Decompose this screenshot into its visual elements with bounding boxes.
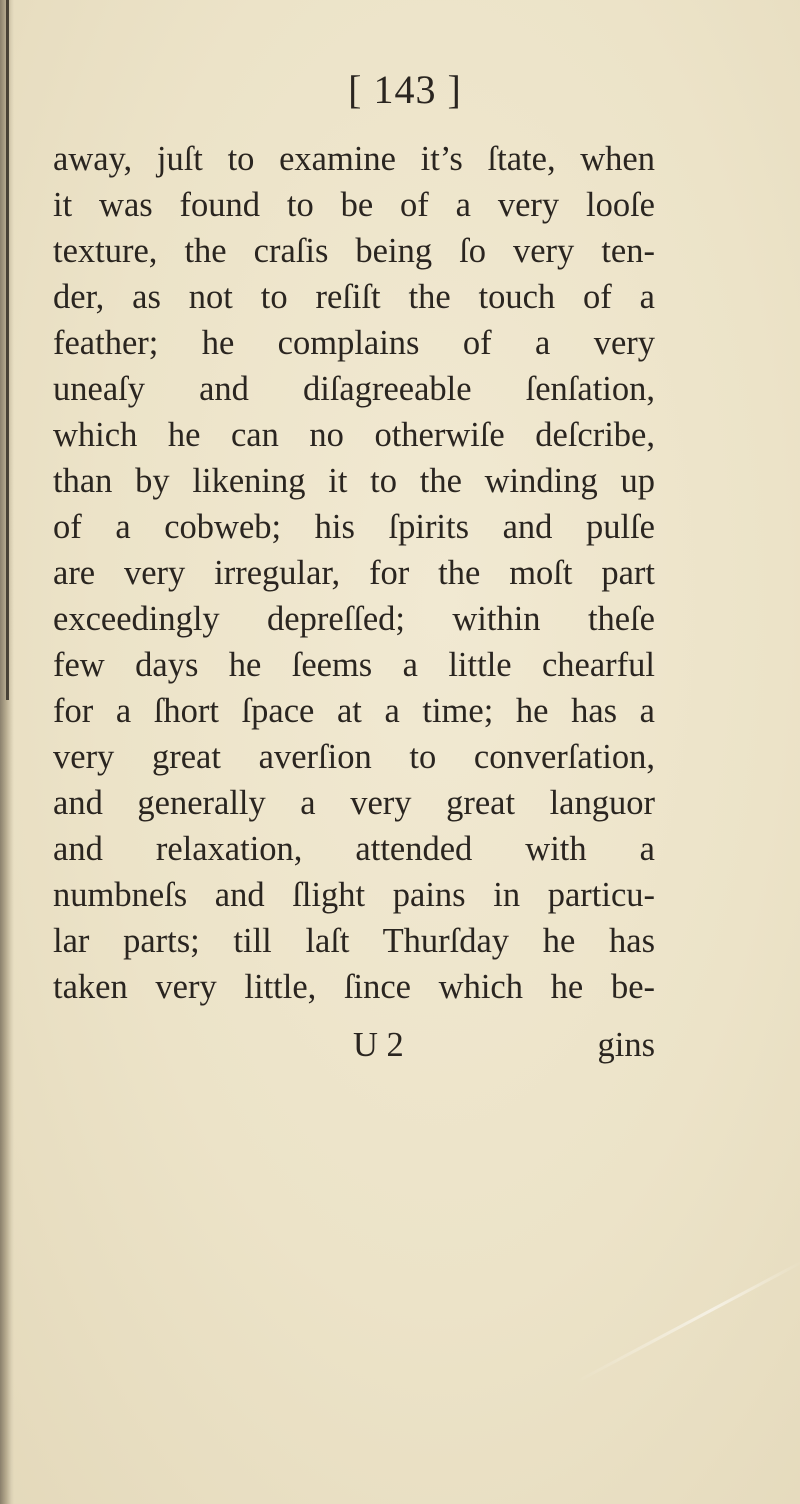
text-line: feather; he complains of a very [53, 324, 655, 362]
text-line: texture, the craſis being ſo very ten- [53, 232, 655, 270]
text-line: which he can no otherwiſe deſcribe, [53, 416, 655, 454]
text-line: away, juſt to examine it’s ſtate, when [53, 140, 655, 178]
text-line: very great averſion to converſation, [53, 738, 655, 776]
text-line: uneaſy and diſagreeable ſenſation, [53, 370, 655, 408]
text-line: than by likening it to the winding up [53, 462, 655, 500]
page-footer [53, 1022, 655, 1068]
catchword: gins [597, 1026, 655, 1064]
text-line: taken very little, ſince which he be- [53, 968, 655, 1006]
text-line: it was found to be of a very looſe [53, 186, 655, 224]
text-line: are very irregular, for the moſt part [53, 554, 655, 592]
page-number: [ 143 ] [348, 67, 462, 112]
text-line: of a cobweb; his ſpirits and pulſe [53, 508, 655, 546]
text-line: and generally a very great languor [53, 784, 655, 822]
text-line: lar parts; till laſt Thurſday he has [53, 922, 655, 960]
text-line: for a ſhort ſpace at a time; he has a [53, 692, 655, 730]
text-line: and relaxation, attended with a [53, 830, 655, 868]
page-header [0, 66, 800, 113]
text-line: few days he ſeems a little chearful [53, 646, 655, 684]
text-line: der, as not to reſiſt the touch of a [53, 278, 655, 316]
signature-mark: U 2 [353, 1026, 404, 1064]
text-line: exceedingly depreſſed; within theſe [53, 600, 655, 638]
text-line: numbneſs and ſlight pains in particu- [53, 876, 655, 914]
body-text [53, 136, 655, 1010]
